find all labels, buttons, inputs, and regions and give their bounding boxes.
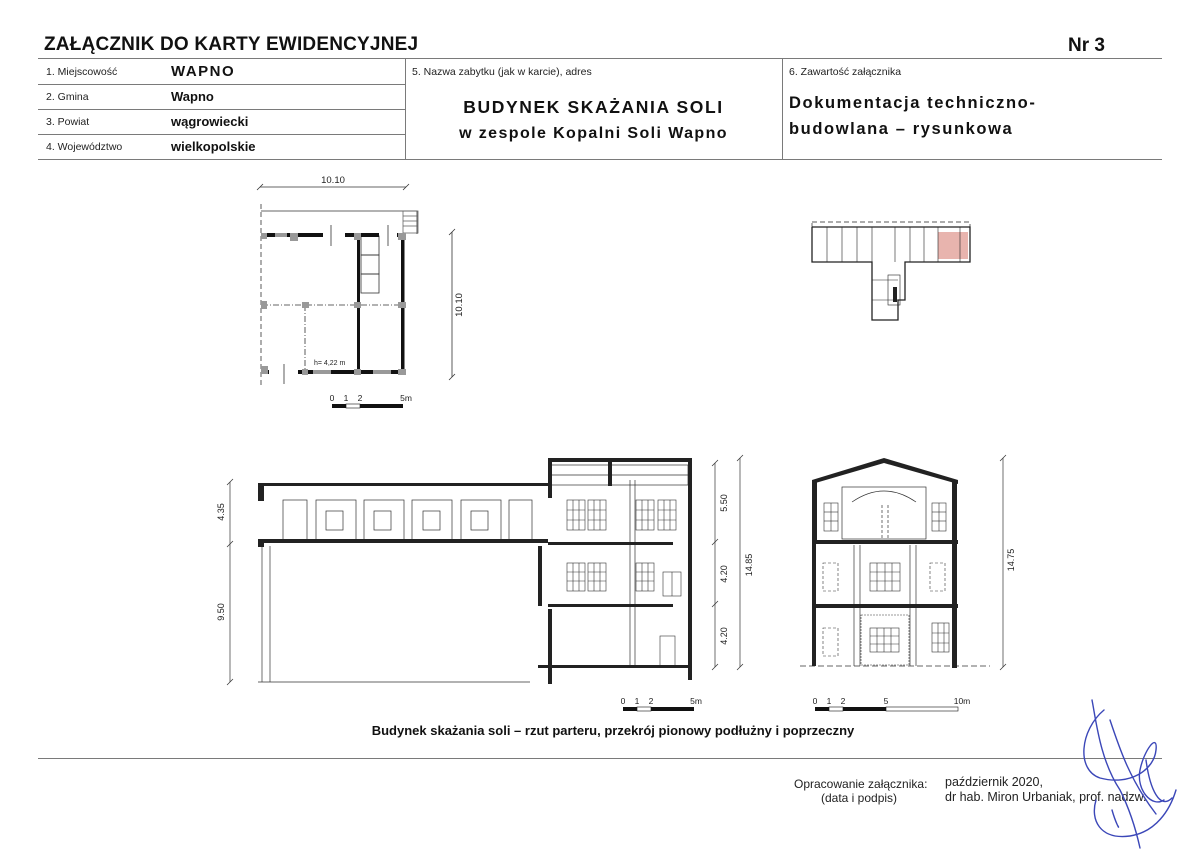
- svg-text:9.50: 9.50: [216, 603, 226, 621]
- prep-sublabel: (data i podpis): [821, 791, 898, 805]
- svg-text:1: 1: [634, 696, 640, 706]
- field-label: 4. Województwo: [46, 141, 123, 153]
- svg-text:4.20: 4.20: [719, 565, 729, 583]
- plan-width-dim: 10.10: [321, 175, 345, 186]
- prep-date: październik 2020,: [945, 775, 1043, 789]
- table-bottom-border: [38, 159, 1162, 160]
- highlighted-building: [938, 232, 968, 259]
- field-value: WAPNO: [171, 63, 236, 80]
- column-divider-2: [782, 58, 783, 159]
- row-divider-3: [38, 134, 405, 135]
- field-label: 3. Powiat: [46, 116, 90, 128]
- svg-text:5: 5: [883, 696, 889, 706]
- svg-text:1: 1: [826, 696, 832, 706]
- footer-divider: [38, 758, 1162, 759]
- contents-label: 6. Zawartość załącznika: [789, 66, 902, 78]
- site-plan-key: [800, 205, 980, 330]
- svg-text:14.75: 14.75: [1006, 548, 1016, 572]
- svg-text:10m: 10m: [953, 696, 971, 706]
- svg-text:5m: 5m: [400, 393, 412, 403]
- contents-line1: Dokumentacja techniczno-: [789, 94, 1037, 112]
- svg-text:2: 2: [357, 393, 363, 403]
- svg-text:0: 0: [812, 696, 818, 706]
- svg-text:5.50: 5.50: [719, 494, 729, 512]
- field-value: wągrowiecki: [171, 114, 249, 129]
- svg-text:5m: 5m: [690, 696, 702, 706]
- monument-location: w zespole Kopalni Soli Wapno: [459, 125, 728, 142]
- svg-text:2: 2: [648, 696, 654, 706]
- document-title: ZAŁĄCZNIK DO KARTY EWIDENCYJNEJ: [44, 34, 419, 55]
- plan-depth-dim: 10.10: [454, 293, 465, 317]
- row-divider-1: [38, 84, 405, 85]
- plan-height-note: h= 4,22 m: [314, 360, 346, 367]
- monument-name: BUDYNEK SKAŻANIA SOLI: [463, 97, 724, 117]
- drawing-caption: Budynek skażania soli – rzut parteru, przekrój pionowy podłużny i poprzeczny: [371, 723, 855, 738]
- row-divider-2: [38, 109, 405, 110]
- svg-text:1: 1: [343, 393, 349, 403]
- prep-author: dr hab. Miron Urbaniak, prof. nadzw.: [945, 790, 1147, 804]
- longitudinal-section-drawing: [210, 450, 770, 720]
- signature-icon: [1060, 690, 1199, 849]
- cross-section-drawing: [790, 450, 1020, 720]
- field-label: 2. Gmina: [46, 91, 89, 103]
- field-value: wielkopolskie: [171, 139, 256, 154]
- svg-text:0: 0: [620, 696, 626, 706]
- svg-text:2: 2: [840, 696, 846, 706]
- svg-text:4.35: 4.35: [216, 503, 226, 521]
- monument-label: 5. Nazwa zabytku (jak w karcie), adres: [412, 66, 592, 78]
- contents-line2: budowlana – rysunkowa: [789, 120, 1014, 138]
- attachment-number: Nr 3: [1068, 35, 1105, 56]
- field-value: Wapno: [171, 89, 214, 104]
- svg-text:0: 0: [329, 393, 335, 403]
- field-label: 1. Miejscowość: [46, 66, 118, 78]
- svg-text:4.20: 4.20: [719, 627, 729, 645]
- prep-label: Opracowanie załącznika:: [794, 777, 928, 791]
- svg-text:14.85: 14.85: [744, 553, 754, 577]
- table-top-border: [38, 58, 1162, 59]
- floor-plan-drawing: [240, 170, 480, 420]
